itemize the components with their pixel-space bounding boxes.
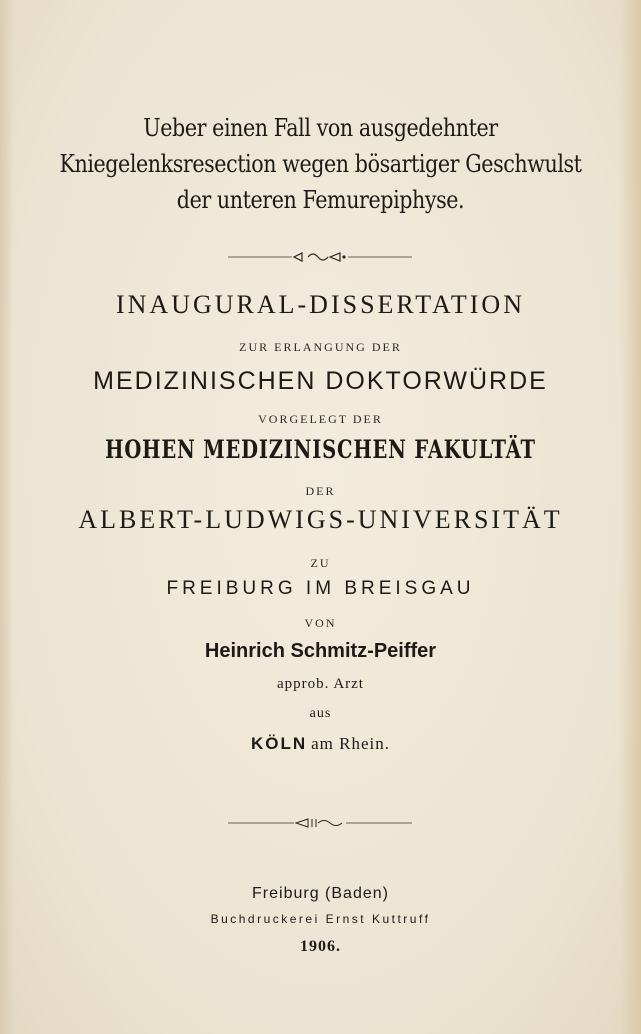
author-name: Heinrich Schmitz-Peiffer — [204, 640, 437, 662]
author-title: approb. Arzt — [277, 676, 364, 692]
hometown-suffix: am Rhein. — [311, 734, 391, 753]
thesis-title-line-2: Kniegelenksresection wegen bösartiger Geschwulst — [59, 150, 582, 178]
thesis-title-line-3: der unteren Femurepiphyse. — [176, 186, 465, 214]
submitted-to-line: VORGELEGT DER — [258, 412, 383, 426]
from-line: aus — [309, 706, 332, 721]
faculty-line: HOHEN MEDIZINISCHEN FAKULTÄT — [105, 435, 536, 464]
university-line: ALBERT-LUDWIGS-UNIVERSITÄT — [78, 505, 563, 534]
hometown-name: KÖLN — [250, 734, 308, 753]
thesis-title-line-1: Ueber einen Fall von ausgedehnter — [143, 114, 498, 142]
ornament-divider-top — [228, 250, 412, 264]
printer-name: Buchdruckerei Ernst Kuttruff — [210, 912, 431, 926]
hometown-line — [0, 734, 641, 754]
at-line: ZU — [310, 556, 331, 570]
of-line: DER — [305, 484, 336, 498]
publication-place: Freiburg (Baden) — [252, 885, 389, 902]
ornament-divider-bottom — [228, 816, 412, 830]
dissertation-heading: INAUGURAL-DISSERTATION — [115, 290, 525, 319]
publication-year: 1906. — [300, 938, 341, 955]
city-line: FREIBURG IM BREISGAU — [166, 578, 475, 599]
purpose-line: ZUR ERLANGUNG DER — [239, 340, 402, 354]
degree-line: MEDIZINISCHEN DOKTORWÜRDE — [93, 367, 548, 395]
by-line: VON — [304, 616, 337, 630]
